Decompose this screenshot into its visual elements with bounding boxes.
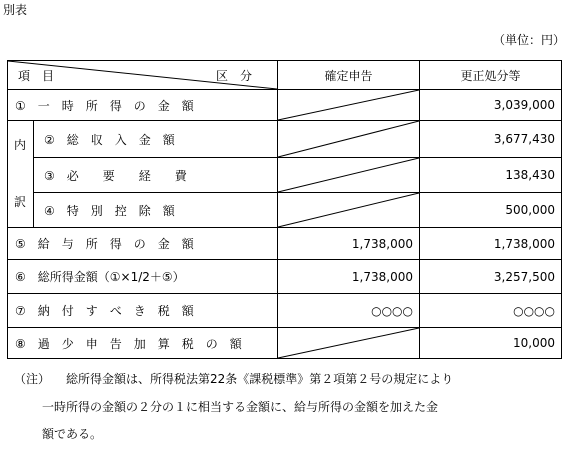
- corrected-value-3: 138,430: [505, 168, 555, 182]
- note-prefix: （注）: [14, 372, 51, 386]
- caption-beppyo: 別表: [3, 3, 28, 17]
- note-line-3: 額である。: [42, 427, 103, 441]
- confirmed-value-7: ○○○○: [371, 303, 413, 318]
- note-line-2: 一時所得の金額の２分の１に相当する金額に、給与所得の金額を加えた金: [42, 400, 439, 414]
- row-label-7: ⑦ 納 付 す べ き 税 額: [15, 304, 194, 318]
- header-col-confirmed: 確定申告: [324, 68, 373, 83]
- row-label-6: ⑥ 総所得金額（①×1/2＋⑤）: [15, 270, 185, 284]
- unit-label: （単位：円）: [492, 33, 565, 47]
- corrected-value-7: ○○○○: [513, 303, 555, 318]
- corrected-value-8: 10,000: [513, 336, 555, 350]
- row-label-1: ① 一 時 所 得 の 金 額: [15, 98, 194, 113]
- header-item-label: 項 目: [18, 68, 55, 83]
- row-label-8: ⑧ 過 少 申 告 加 算 税 の 額: [15, 336, 242, 351]
- confirmed-value-5: 1,738,000: [351, 236, 413, 251]
- confirmed-value-6: 1,738,000: [351, 269, 413, 284]
- uchiwake-top-char: 内: [14, 138, 27, 152]
- header-division-label: 区 分: [216, 68, 253, 83]
- slash-row-2: [278, 121, 419, 157]
- uchiwake-bottom-char: 訳: [14, 195, 27, 209]
- slash-row-8: [278, 328, 419, 358]
- corrected-value-6: 3,257,500: [493, 269, 555, 284]
- corrected-value-4: 500,000: [505, 203, 555, 217]
- row-label-2: ② 総 収 入 金 額: [44, 132, 175, 147]
- corrected-value-2: 3,677,430: [493, 132, 555, 146]
- corrected-value-1: 3,039,000: [493, 98, 555, 112]
- row-label-5: ⑤ 給 与 所 得 の 金 額: [15, 237, 194, 251]
- row-label-3: ③ 必 要 経 費: [44, 168, 187, 183]
- note-line-1: 総所得金額は、所得税法第22条《課税標準》第２項第２号の規定により: [66, 372, 454, 386]
- slash-row-3: [278, 158, 419, 192]
- corrected-value-5: 1,738,000: [493, 236, 555, 251]
- row-label-4: ④ 特 別 控 除 額: [44, 203, 175, 218]
- slash-row-4: [278, 193, 419, 227]
- slash-row-1: [278, 90, 419, 120]
- header-col-corrected: 更正処分等: [460, 68, 521, 83]
